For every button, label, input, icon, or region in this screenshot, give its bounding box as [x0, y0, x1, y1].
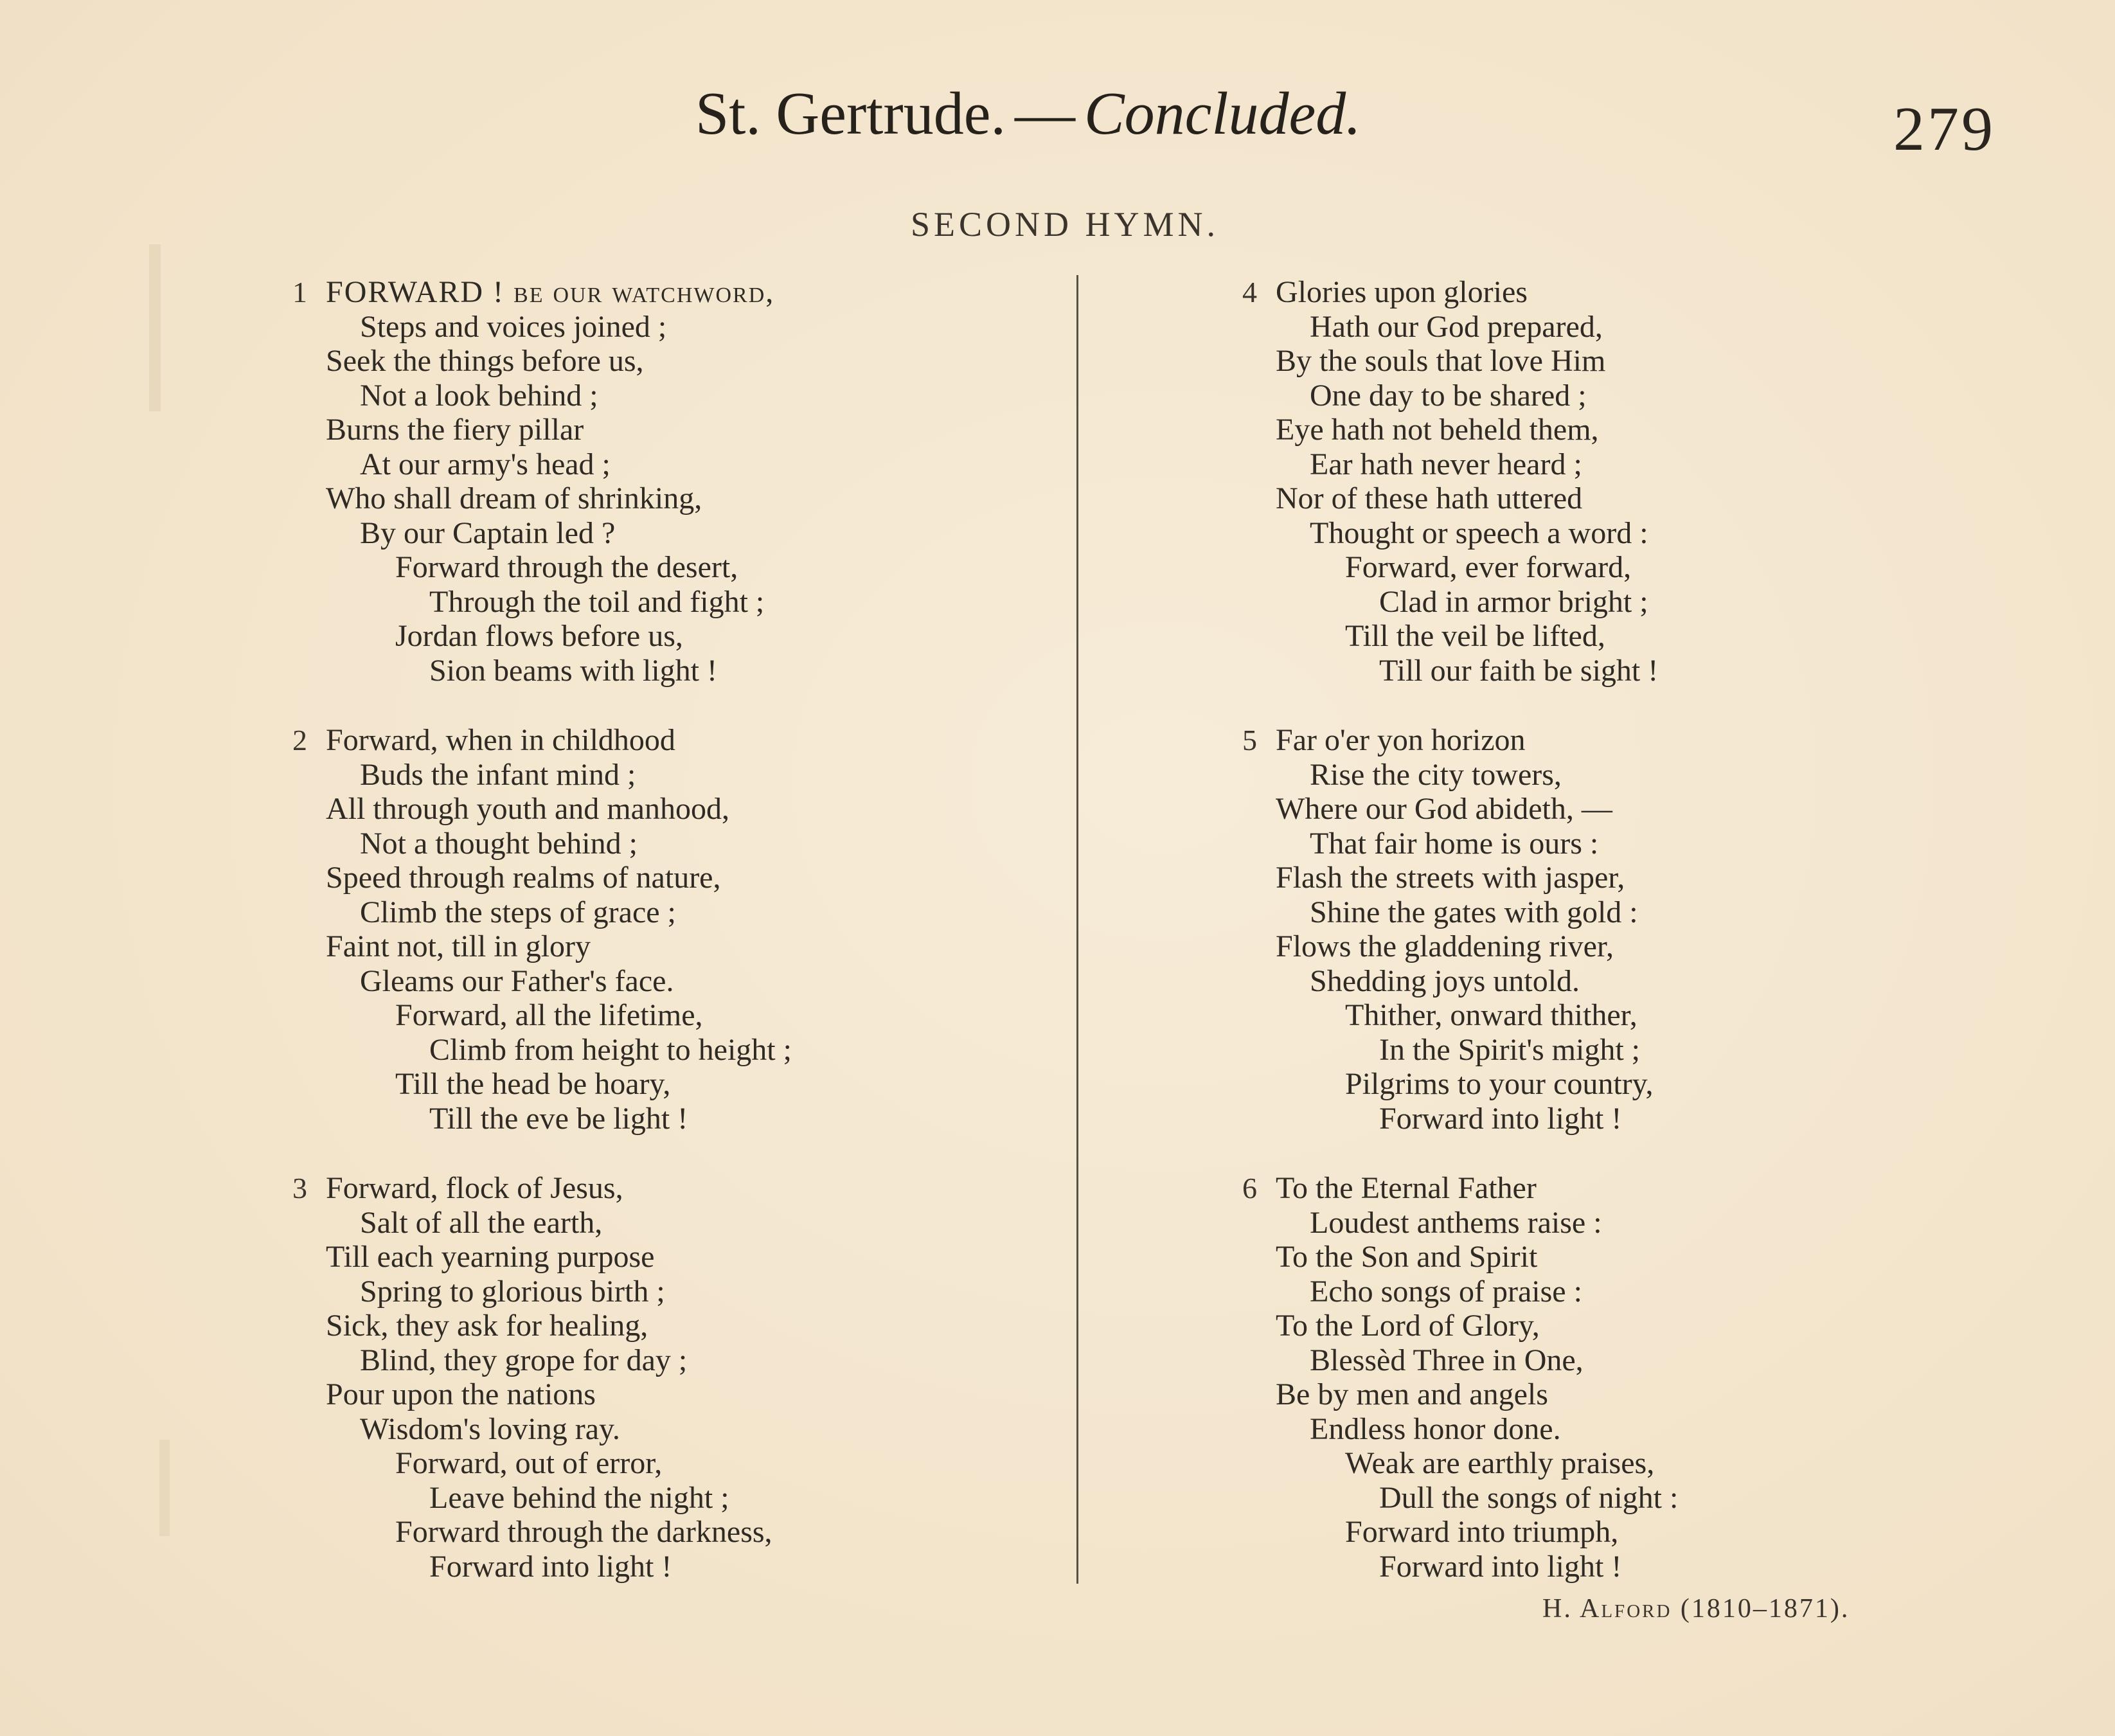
stanza [1242, 723, 2111, 1136]
verse-line: Weak are earthly praises, [1345, 1446, 1655, 1480]
verse-line: Forward into light ! [1379, 1549, 1622, 1584]
stanza-number: 4 [1242, 276, 1257, 309]
verse-line: Nor of these hath uttered [1276, 481, 1583, 515]
verse-line: Clad in armor bright ; [1379, 584, 1648, 619]
verse-line: Hath our God prepared, [1310, 309, 1603, 344]
verse-line: Steps and voices joined ; [360, 309, 667, 344]
verse-line: Forward into triumph, [1345, 1515, 1619, 1549]
verse-line: One day to be shared ; [1310, 378, 1587, 413]
verse-line: Not a look behind ; [360, 378, 598, 413]
title-italic: Concluded. [1084, 80, 1361, 147]
stanza [292, 723, 1161, 1136]
verse-line: Climb the steps of grace ; [360, 895, 676, 929]
verse-line: Eye hath not beheld them, [1276, 413, 1599, 447]
verse-line: Gleams our Father's face. [360, 963, 674, 998]
verse-line: Be by men and angels [1276, 1377, 1548, 1411]
verse-line: Forward through the desert, [395, 550, 738, 584]
author-dates: (1810–1871). [1680, 1594, 1850, 1624]
stanza [292, 275, 1161, 688]
verse-line: Till the head be hoary, [395, 1067, 671, 1101]
verse-line: Jordan flows before us, [395, 619, 683, 653]
verse-line: Till the veil be lifted, [1345, 619, 1605, 653]
verse-line: Flash the streets with jasper, [1276, 861, 1625, 895]
verse-line: Forward into light ! [1379, 1101, 1622, 1136]
author-name: H. Alford [1542, 1594, 1672, 1624]
verse-line: Where our God abideth, — [1276, 792, 1612, 826]
page-title [695, 80, 1361, 147]
verse-line: All through youth and manhood, [326, 792, 729, 826]
verse-line: To the Son and Spirit [1276, 1240, 1538, 1274]
verse-line: At our army's head ; [360, 447, 611, 481]
verse-line: Faint not, till in glory [326, 929, 591, 963]
stanza-number: 6 [1242, 1172, 1257, 1204]
verse-line: Who shall dream of shrinking, [326, 481, 702, 515]
verse-line: Forward, ever forward, [1345, 550, 1632, 584]
verse-line: Climb from height to height ; [429, 1032, 792, 1067]
stanza [1242, 275, 2111, 688]
verse-line: Blessèd Three in One, [1310, 1343, 1584, 1377]
verse-line: Till our faith be sight ! [1379, 653, 1659, 688]
attribution [1542, 1595, 1850, 1622]
stanza-number: 3 [292, 1172, 307, 1204]
verse-line: Salt of all the earth, [360, 1205, 603, 1240]
verse-line: Sick, they ask for healing, [326, 1309, 648, 1343]
verse-line: Buds the infant mind ; [360, 757, 636, 792]
stanza-number: 5 [1242, 724, 1257, 756]
verse-line: Flows the gladdening river, [1276, 929, 1614, 963]
stanza-number: 2 [292, 724, 307, 756]
verse-line: Forward, flock of Jesus, [326, 1171, 623, 1205]
stanza [1242, 1171, 2111, 1584]
bleed-through-mark [149, 244, 161, 411]
title-dash: — [1014, 80, 1075, 147]
stanza [292, 1171, 1161, 1584]
verse-line: Till each yearning purpose [326, 1240, 655, 1274]
verse-line: Endless honor done. [1310, 1411, 1561, 1446]
verse-line: Through the toil and fight ; [429, 584, 765, 619]
verse-line: Till the eve be light ! [429, 1101, 688, 1136]
verse-line: Forward, out of error, [395, 1446, 663, 1480]
verse-line: By our Captain led ? [360, 515, 616, 550]
verse-line: Forward, all the lifetime, [395, 998, 703, 1032]
verse-line: Wisdom's loving ray. [360, 1411, 620, 1446]
verse-line: Seek the things before us, [326, 344, 644, 378]
verse-line: Speed through realms of nature, [326, 861, 721, 895]
verse-line: Pilgrims to your country, [1345, 1067, 1654, 1101]
title-main: St. Gertrude. [695, 80, 1006, 147]
verse-line: Rise the city towers, [1310, 757, 1562, 792]
verse-line: Shine the gates with gold : [1310, 895, 1638, 929]
hymn-subtitle: SECOND HYMN. [911, 205, 1220, 244]
verse-line: Not a thought behind ; [360, 826, 638, 861]
verse-line: Loudest anthems raise : [1310, 1205, 1602, 1240]
verse-line: Ear hath never heard ; [1310, 447, 1582, 481]
verse-line: Far o'er yon horizon [1276, 723, 1526, 757]
verse-line: Forward into light ! [429, 1549, 672, 1584]
verse-line: Echo songs of praise : [1310, 1274, 1582, 1309]
verse-line: To the Lord of Glory, [1276, 1309, 1540, 1343]
verse-line: Thought or speech a word : [1310, 515, 1648, 550]
verse-line: Thither, onward thither, [1345, 998, 1638, 1032]
stanza-number: 1 [292, 276, 307, 309]
verse-line: Pour upon the nations [326, 1377, 596, 1411]
verse-line: By the souls that love Him [1276, 344, 1606, 378]
verse-line: Dull the songs of night : [1379, 1480, 1679, 1515]
verse-line: FORWARD ! be our watchword, [326, 275, 775, 309]
verse-line: Sion beams with light ! [429, 653, 717, 688]
page-number: 279 [1893, 94, 1995, 164]
bleed-through-mark [159, 1440, 170, 1536]
verse-line: That fair home is ours : [1310, 826, 1599, 861]
verse-line: Spring to glorious birth ; [360, 1274, 665, 1309]
verse-line: Leave behind the night ; [429, 1480, 729, 1515]
verse-line: Shedding joys untold. [1310, 963, 1580, 998]
verse-line: In the Spirit's might ; [1379, 1032, 1640, 1067]
verse-line: Blind, they grope for day ; [360, 1343, 688, 1377]
verse-line: Glories upon glories [1276, 275, 1528, 309]
verse-line: Forward, when in childhood [326, 723, 675, 757]
verse-line: To the Eternal Father [1276, 1171, 1537, 1205]
verse-line: Burns the fiery pillar [326, 413, 584, 447]
verse-line: Forward through the darkness, [395, 1515, 772, 1549]
